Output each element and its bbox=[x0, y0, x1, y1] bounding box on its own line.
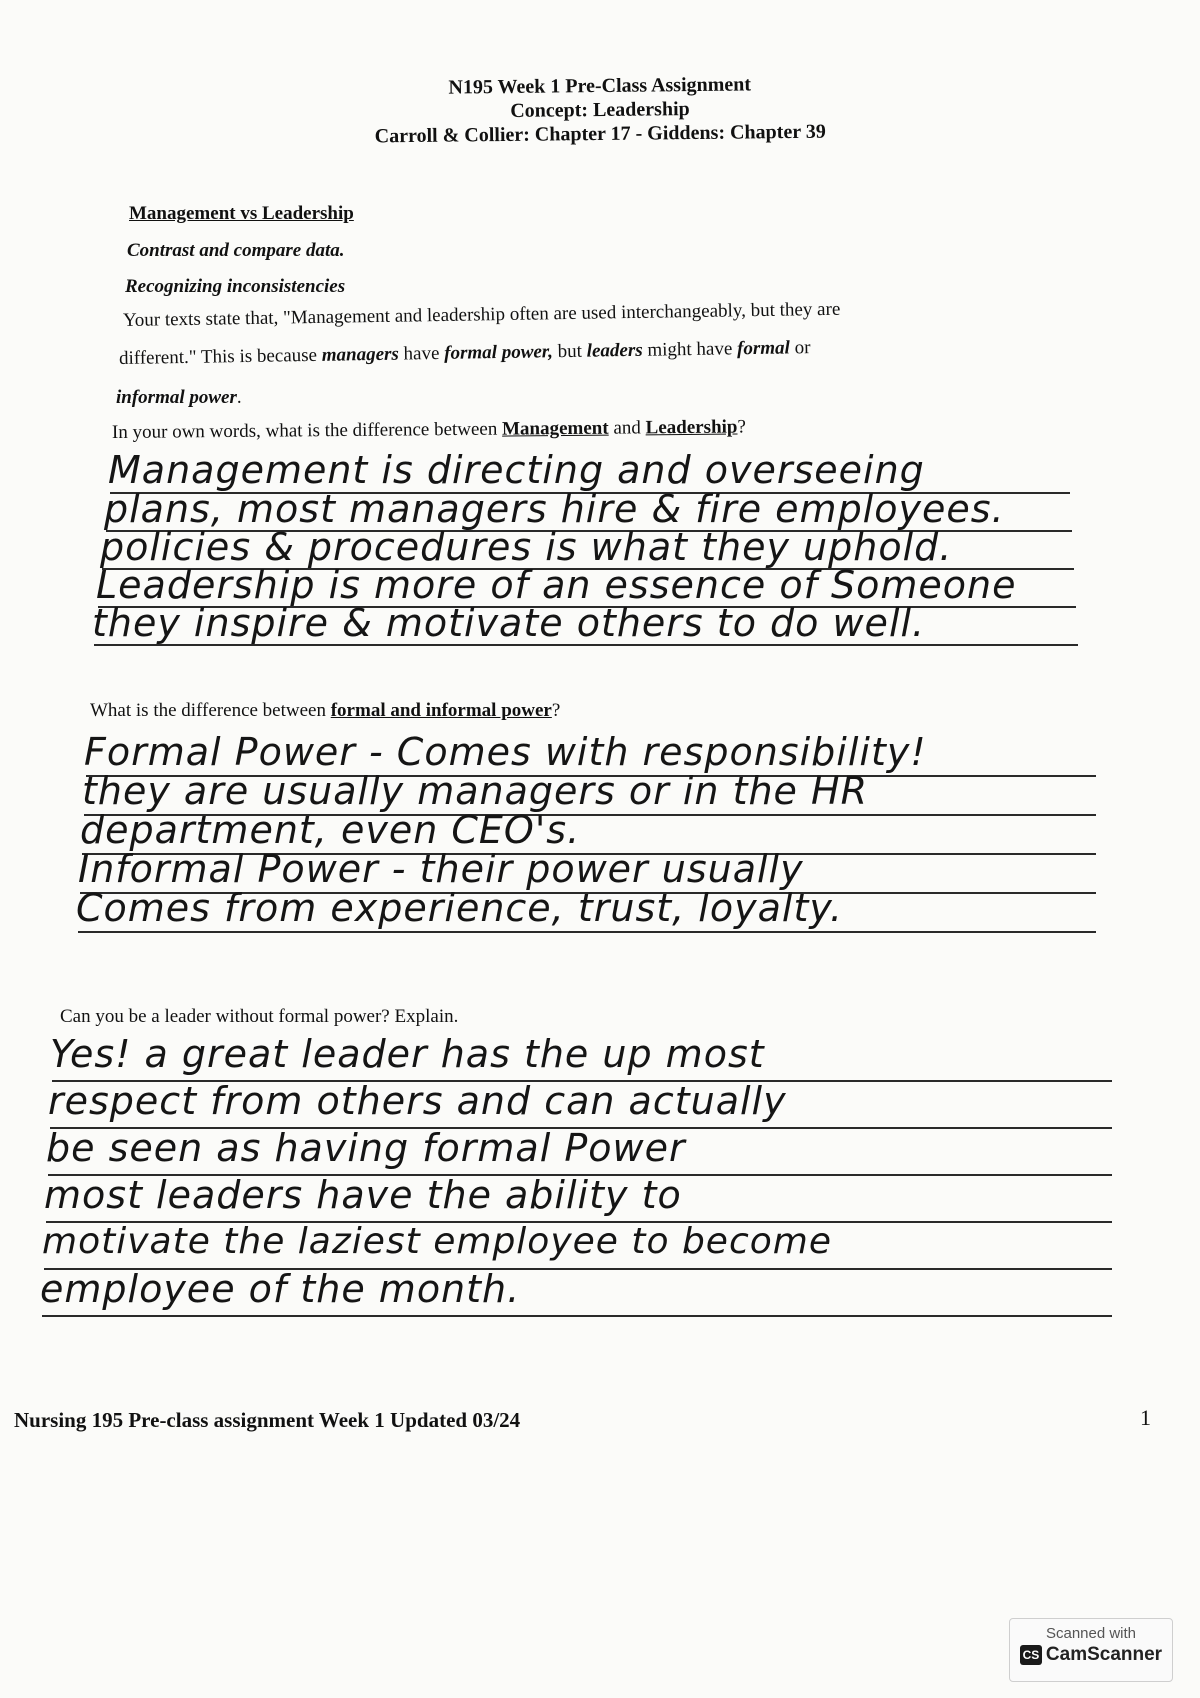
answer-3-line-3: be seen as having formal Power bbox=[46, 1126, 686, 1170]
footer-text: Nursing 195 Pre-class assignment Week 1 Updated 03/24 bbox=[14, 1408, 521, 1432]
camscanner-logo-icon: CS bbox=[1020, 1645, 1042, 1665]
answer-2-line-5: Comes from experience, trust, loyalty. bbox=[76, 886, 843, 930]
header-concept: Concept: Leadership bbox=[510, 98, 690, 122]
section-subtitle-inconsistencies: Recognizing inconsistencies bbox=[125, 276, 346, 297]
section-title: Management vs Leadership bbox=[129, 203, 354, 224]
watermark-brand: CS CamScanner bbox=[1010, 1644, 1172, 1666]
question-2: What is the difference between formal and informal power? bbox=[90, 700, 561, 721]
answer-1-line-5: they inspire & motivate others to do well. bbox=[92, 601, 926, 645]
header bbox=[0, 68, 1200, 153]
question-1: In your own words, what is the difference between Management and Leadership? bbox=[111, 416, 746, 443]
header-title: N195 Week 1 Pre-Class Assignment bbox=[448, 73, 752, 99]
intro-line-1: Your texts state that, "Management and leadership often are used interchangeably, but they are bbox=[122, 298, 841, 331]
answer-3-line-6: employee of the month. bbox=[40, 1267, 521, 1311]
answer-3-line-1: Yes! a great leader has the up most bbox=[50, 1032, 765, 1076]
answer-1-line-4: Leadership is more of an essence of Someone bbox=[96, 563, 1017, 607]
page-number: 1 bbox=[1140, 1405, 1151, 1430]
question-3: Can you be a leader without formal power? Explain. bbox=[60, 1006, 459, 1027]
answer-line bbox=[78, 931, 1096, 933]
answer-line bbox=[42, 1315, 1112, 1317]
answer-2-line-3: department, even CEO's. bbox=[80, 808, 581, 852]
intro-line-3: informal power. bbox=[116, 387, 242, 408]
answer-3-line-5: motivate the laziest employee to become bbox=[42, 1221, 832, 1262]
section-subtitle-contrast: Contrast and compare data. bbox=[127, 240, 345, 261]
answer-2-line-2: they are usually managers or in the HR bbox=[82, 769, 868, 813]
intro-line-2: different." This is because managers have formal power, but leaders might have formal or bbox=[118, 337, 811, 369]
camscanner-watermark bbox=[1009, 1618, 1173, 1682]
answer-1-line-3: policies & procedures is what they uphold. bbox=[100, 525, 953, 569]
watermark-caption: Scanned with bbox=[1045, 1625, 1137, 1642]
answer-1-line-2: plans, most managers hire & fire employees. bbox=[104, 487, 1005, 531]
answer-2-line-4: Informal Power - their power usually bbox=[78, 847, 804, 891]
header-chapters: Carroll & Collier: Chapter 17 - Giddens: Chapter 39 bbox=[374, 120, 826, 148]
answer-3-line-2: respect from others and can actually bbox=[48, 1079, 787, 1123]
answer-2-line-1: Formal Power - Comes with responsibility! bbox=[84, 730, 927, 774]
answer-1-line-1: Management is directing and overseeing bbox=[108, 448, 925, 492]
answer-3-line-4: most leaders have the ability to bbox=[44, 1173, 682, 1217]
